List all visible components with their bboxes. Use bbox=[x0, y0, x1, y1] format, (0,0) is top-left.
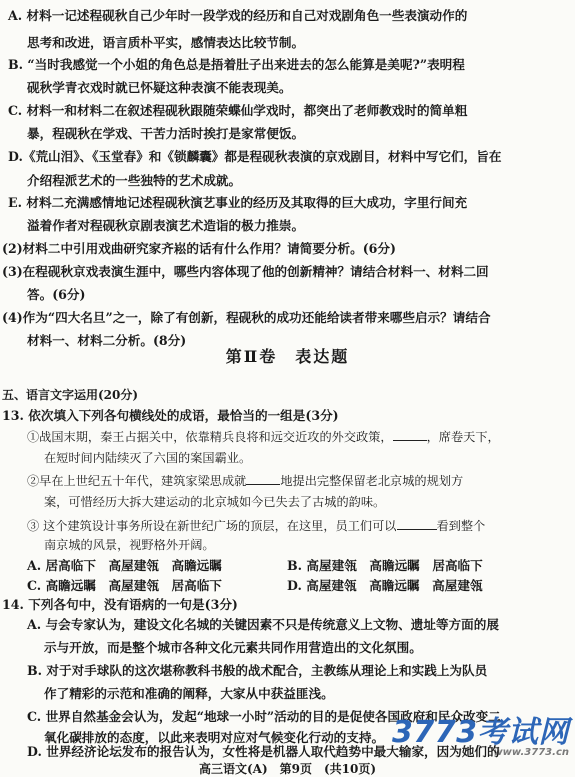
q13-sentence3-line2: 南京城的风景，视野格外开阔。 bbox=[44, 538, 215, 552]
part5-heading: 五、语言文字运用(20分) bbox=[2, 388, 139, 402]
q13-stem: 13. 依次填入下列各句横线处的成语，最恰当的一组是(3分) bbox=[2, 408, 339, 423]
q14-option-b-line2: 作了精彩的示范和准确的阐释，大家从中获益匪浅。 bbox=[44, 686, 334, 701]
section-title: 第Ⅱ卷 表达题 bbox=[225, 347, 350, 366]
q12-sub-4-line2: 材料一、材料二分析。(8分) bbox=[27, 333, 187, 348]
q12-option-d-line2: 介绍程派艺术的一些独特的艺术成就。 bbox=[27, 173, 242, 188]
q13-s2-part-a: ②早在上世纪五十年代，建筑家梁思成就 bbox=[27, 474, 247, 488]
page-footer: 高三语文(A) 第9页 (共10页) bbox=[198, 762, 377, 776]
q12-option-c-line2: 暴，程砚秋在学戏、干苦力活时挨打是家常便饭。 bbox=[27, 126, 305, 141]
q12-option-c-line1: C. 材料一和材料二在叙述程砚秋跟随荣蝶仙学戏时，都突出了老师教戏时的简单粗 bbox=[8, 103, 468, 118]
q13-option-a: A. 居高临下 高屋建瓴 高瞻远瞩 bbox=[27, 558, 222, 573]
q12-sub-4-line1: (4)作为“四大名旦”之一，除了有创新，程砚秋的成功还能给读者带来哪些启示？请结合 bbox=[2, 310, 491, 325]
q13-sentence1-line2: 在短时间内陆续灭了六国的案国霸业。 bbox=[44, 451, 252, 465]
q13-sentence2-line2: 案，可惜经历大拆大建运动的北京城如今已失去了古城的韵味。 bbox=[44, 495, 386, 509]
q12-option-b-line2: 砚秋学青衣戏时就已怀疑这种表演不能表现美。 bbox=[27, 80, 292, 95]
q14-option-d-visible: D. 世界经济论坛发布的报告认为，女性将是机器人取代趋势中最大输家，因为她们的 bbox=[27, 744, 500, 759]
watermark-logo-text: 3773考试网 bbox=[392, 715, 569, 750]
q13-s3-part-a: ③ 这个建筑设计事务所设在新世纪广场的顶层，在这里，员工们可以 bbox=[27, 519, 397, 533]
q14-option-a-line2: 示与开放，而是整个城市各种文化元素共同作用营造出的文化氛围。 bbox=[44, 640, 422, 655]
q13-s1-part-b: ，席卷天下， bbox=[426, 430, 500, 444]
q12-sub-3-line1: (3)在程砚秋京戏表演生涯中，哪些内容体现了他的创新精神？请结合材料一、材料二回 bbox=[2, 264, 489, 279]
q14-option-c-line2-visible: 氧化碳排放的态度，以此来表明对应对气候变化行动的支持。 bbox=[44, 730, 385, 745]
q12-option-d-line1: D.《荒山泪》、《玉堂春》和《锁麟囊》都是程砚秋表演的京戏剧目，材料中写它们，旨在 bbox=[8, 149, 502, 164]
q14-option-c-line1-visible: C. 世界自然基金会认为，发起“地球一小时”活动的目的是促使各国政府和民众改变二 bbox=[27, 709, 501, 724]
q12-option-b-line1: B. “当时我感觉一个小姐的角色总是捂着肚子出来进去的怎么能算是美呢?”表明程 bbox=[8, 57, 465, 72]
q14-stem: 14. 下列各句中，没有语病的一句是(3分) bbox=[2, 597, 238, 612]
q12-option-a-line2: 思考和改进，语言质朴平实，感情表达比较节制。 bbox=[27, 35, 305, 50]
q12-option-e-line1: E. 材料二充满感情地记述程砚秋演艺事业的经历及其取得的巨大成功，字里行间充 bbox=[8, 195, 468, 210]
q12-option-e-line2: 溢着作者对程砚秋京剧表演艺术造诣的极力推崇。 bbox=[27, 218, 305, 233]
q14-option-a-line1: A. 与会专家认为，建设文化名城的关键因素不只是传统意义上文物、遗址等方面的展 bbox=[27, 617, 499, 632]
q13-s3-part-b: 看到整个 bbox=[436, 519, 486, 533]
q13-s2-part-b: 地提出完整保留老北京城的规划方 bbox=[280, 474, 464, 488]
q14-option-b-line1: B. 对于对手球队的这次堪称教科书般的战术配合，主教练从理论上和实践上为队员 bbox=[27, 663, 488, 678]
watermark-url: www.3773.cn bbox=[493, 747, 569, 758]
q13-option-b: B. 高屋建瓴 高瞻远瞩 居高临下 bbox=[287, 558, 483, 573]
q13-option-c: C. 高瞻远瞩 高屋建瓴 居高临下 bbox=[27, 578, 222, 593]
q12-option-a-line1: A. 材料一记述程砚秋自己少年时一段学戏的经历和自己对戏剧角色一些表演动作的 bbox=[8, 8, 468, 23]
q13-s1-part-a: ①战国末期，秦王占据关中，依靠精兵良将和远交近攻的外交政策， bbox=[27, 430, 393, 444]
q13-option-d: D. 高屋建瓴 高瞻远瞩 高屋建瓴 bbox=[287, 578, 483, 593]
q12-sub-3-line2: 答。(6分) bbox=[27, 287, 86, 302]
q12-sub-2: (2)材料二中引用戏曲研究家齐崧的话有什么作用？请简要分析。(6分) bbox=[2, 241, 396, 256]
